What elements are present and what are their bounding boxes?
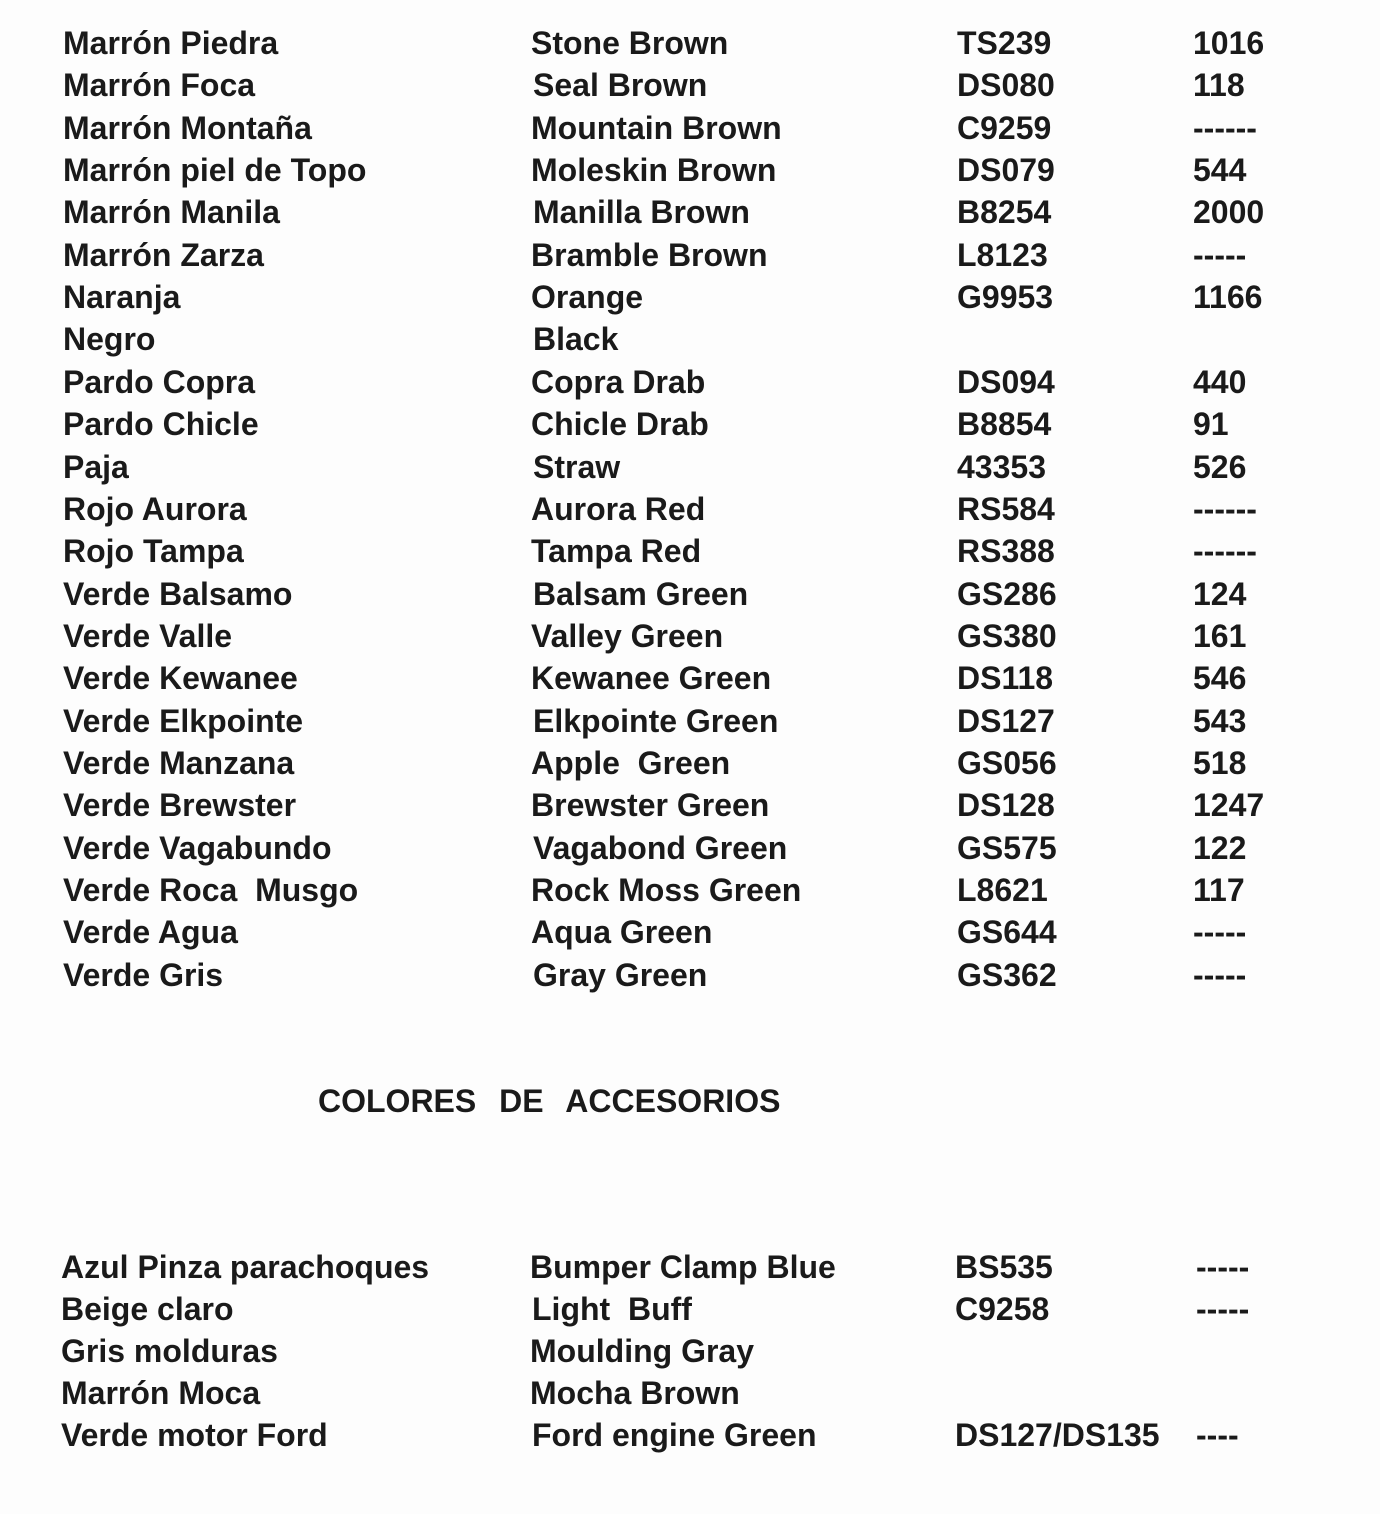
table-row <box>0 318 1380 360</box>
paint-code-cell: DS080 <box>957 67 1055 104</box>
paint-code-cell: C9258 <box>955 1291 1050 1327</box>
table-row <box>0 827 1380 869</box>
spanish-name-cell: Verde Vagabundo <box>63 829 332 866</box>
paint-code-cell: G9953 <box>957 279 1054 316</box>
english-name-cell: Copra Drab <box>531 363 706 400</box>
table-row <box>0 1414 1380 1456</box>
number-cell: 518 <box>1193 744 1247 781</box>
table-row <box>0 1288 1380 1330</box>
paint-code-cell: GS056 <box>957 744 1057 781</box>
table-row <box>0 1246 1380 1288</box>
number-cell: ------ <box>1193 109 1257 146</box>
english-name-cell: Brewster Green <box>531 787 770 824</box>
spanish-name-cell: Marrón Moca <box>61 1375 261 1411</box>
paint-code-cell: 43353 <box>957 448 1046 485</box>
english-name-cell: Moleskin Brown <box>531 152 777 189</box>
paint-code-cell: DS079 <box>957 152 1055 189</box>
number-cell: 526 <box>1193 448 1247 485</box>
english-name-cell: Rock Moss Green <box>531 872 802 908</box>
paint-code-cell: DS127/DS135 <box>955 1417 1160 1453</box>
paint-code-cell: L8123 <box>957 236 1048 273</box>
table-row <box>0 107 1380 149</box>
number-cell: 543 <box>1193 702 1247 739</box>
spanish-name-cell: Marrón Zarza <box>63 236 264 273</box>
table-row <box>0 1330 1380 1372</box>
number-cell: ---- <box>1196 1417 1239 1453</box>
table-row <box>0 234 1380 276</box>
spanish-name-cell: Verde Elkpointe <box>63 702 304 739</box>
spanish-name-cell: Rojo Aurora <box>63 490 247 527</box>
english-name-cell: Elkpointe Green <box>533 702 779 739</box>
number-cell: 124 <box>1193 575 1247 612</box>
spanish-name-cell: Verde Agua <box>63 914 238 951</box>
number-cell: 161 <box>1193 617 1247 654</box>
spanish-name-cell: Verde Manzana <box>63 744 295 781</box>
spanish-name-cell: Azul Pinza parachoques <box>61 1249 430 1285</box>
spanish-name-cell: Naranja <box>63 279 181 316</box>
spanish-name-cell: Verde Roca Musgo <box>63 872 359 908</box>
spanish-name-cell: Verde Gris <box>63 956 224 993</box>
table-row <box>0 530 1380 572</box>
spanish-name-cell: Verde Kewanee <box>63 660 298 697</box>
table-row <box>0 403 1380 445</box>
table-row <box>0 446 1380 488</box>
number-cell: 440 <box>1193 363 1247 400</box>
table-row <box>0 615 1380 657</box>
number-cell: ------ <box>1193 490 1257 527</box>
table-row <box>0 22 1380 64</box>
english-name-cell: Light Buff <box>532 1291 692 1327</box>
paint-code-cell: GS380 <box>957 617 1057 654</box>
paint-code-cell: BS535 <box>955 1249 1053 1285</box>
english-name-cell: Mocha Brown <box>530 1375 740 1411</box>
english-name-cell: Gray Green <box>533 956 708 993</box>
paint-code-cell: B8854 <box>957 406 1052 443</box>
table-row <box>0 911 1380 953</box>
english-name-cell: Seal Brown <box>533 67 708 104</box>
number-cell: 544 <box>1193 152 1247 189</box>
number-cell: 2000 <box>1193 194 1265 231</box>
paint-code-cell: C9259 <box>957 109 1052 146</box>
english-name-cell: Orange <box>531 279 644 316</box>
table-row <box>0 1372 1380 1414</box>
spanish-name-cell: Beige claro <box>61 1291 234 1327</box>
table-row <box>0 276 1380 318</box>
paint-code-cell: DS128 <box>957 787 1055 824</box>
english-name-cell: Mountain Brown <box>531 109 782 146</box>
english-name-cell: Manilla Brown <box>533 194 750 231</box>
number-cell: 91 <box>1193 406 1229 443</box>
table-row <box>0 361 1380 403</box>
paint-code-cell: GS362 <box>957 956 1057 993</box>
english-name-cell: Chicle Drab <box>531 406 709 443</box>
spanish-name-cell: Marrón Piedra <box>63 25 279 61</box>
spanish-name-cell: Marrón Manila <box>63 194 280 231</box>
spanish-name-cell: Negro <box>63 321 156 358</box>
paint-code-cell: DS127 <box>957 702 1055 739</box>
paint-code-cell: RS388 <box>957 533 1055 570</box>
table-row <box>0 488 1380 530</box>
number-cell: 1247 <box>1193 787 1265 824</box>
english-name-cell: Vagabond Green <box>533 829 788 866</box>
number-cell: ----- <box>1193 956 1247 993</box>
number-cell: 1016 <box>1193 25 1265 61</box>
spanish-name-cell: Marrón Foca <box>63 67 256 104</box>
accessories-heading: COLORES DE ACCESORIOS <box>318 1083 781 1119</box>
english-name-cell: Tampa Red <box>531 533 702 570</box>
number-cell: ----- <box>1193 914 1247 951</box>
spanish-name-cell: Gris molduras <box>61 1333 278 1369</box>
english-name-cell: Stone Brown <box>531 25 729 61</box>
spanish-name-cell: Verde Balsamo <box>63 575 293 612</box>
paint-code-cell: GS644 <box>957 914 1057 951</box>
paint-code-cell: RS584 <box>957 490 1055 527</box>
spanish-name-cell: Verde motor Ford <box>61 1417 328 1453</box>
paint-code-cell: DS118 <box>957 660 1054 697</box>
spanish-name-cell: Marrón piel de Topo <box>63 152 367 189</box>
paint-code-cell: L8621 <box>957 872 1048 908</box>
table-row <box>0 573 1380 615</box>
english-name-cell: Valley Green <box>531 617 724 654</box>
spanish-name-cell: Rojo Tampa <box>63 533 244 570</box>
number-cell: 122 <box>1193 829 1247 866</box>
table-row <box>0 869 1380 911</box>
table-row <box>0 191 1380 233</box>
number-cell: 117 <box>1193 872 1245 908</box>
table-row <box>0 784 1380 826</box>
number-cell: ----- <box>1196 1291 1250 1327</box>
number-cell: 1166 <box>1193 279 1263 316</box>
spanish-name-cell: Pardo Chicle <box>63 406 259 443</box>
number-cell: 118 <box>1193 67 1245 104</box>
english-name-cell: Straw <box>533 448 621 485</box>
table-row <box>0 657 1380 699</box>
english-name-cell: Bramble Brown <box>531 236 768 273</box>
table-row <box>0 700 1380 742</box>
number-cell: ------ <box>1193 533 1257 570</box>
english-name-cell: Bumper Clamp Blue <box>530 1249 836 1285</box>
paint-code-cell: DS094 <box>957 363 1055 400</box>
paint-code-cell: TS239 <box>957 25 1052 61</box>
spanish-name-cell: Verde Valle <box>63 617 233 654</box>
english-name-cell: Moulding Gray <box>530 1333 754 1369</box>
english-name-cell: Kewanee Green <box>531 660 772 697</box>
table-row <box>0 954 1380 996</box>
number-cell: ----- <box>1193 236 1247 273</box>
english-name-cell: Aurora Red <box>531 490 706 527</box>
paint-code-cell: GS575 <box>957 829 1057 866</box>
english-name-cell: Aqua Green <box>531 914 713 951</box>
paint-code-cell: GS286 <box>957 575 1057 612</box>
spanish-name-cell: Marrón Montaña <box>63 109 312 146</box>
paint-code-cell: B8254 <box>957 194 1052 231</box>
english-name-cell: Balsam Green <box>533 575 749 612</box>
english-name-cell: Ford engine Green <box>532 1417 817 1453</box>
spanish-name-cell: Verde Brewster <box>63 787 297 824</box>
number-cell: ----- <box>1196 1249 1250 1285</box>
number-cell: 546 <box>1193 660 1247 697</box>
spanish-name-cell: Paja <box>63 448 129 485</box>
table-row <box>0 64 1380 106</box>
english-name-cell: Black <box>533 321 619 358</box>
table-row <box>0 149 1380 191</box>
table-row <box>0 742 1380 784</box>
english-name-cell: Apple Green <box>531 744 731 781</box>
spanish-name-cell: Pardo Copra <box>63 363 256 400</box>
